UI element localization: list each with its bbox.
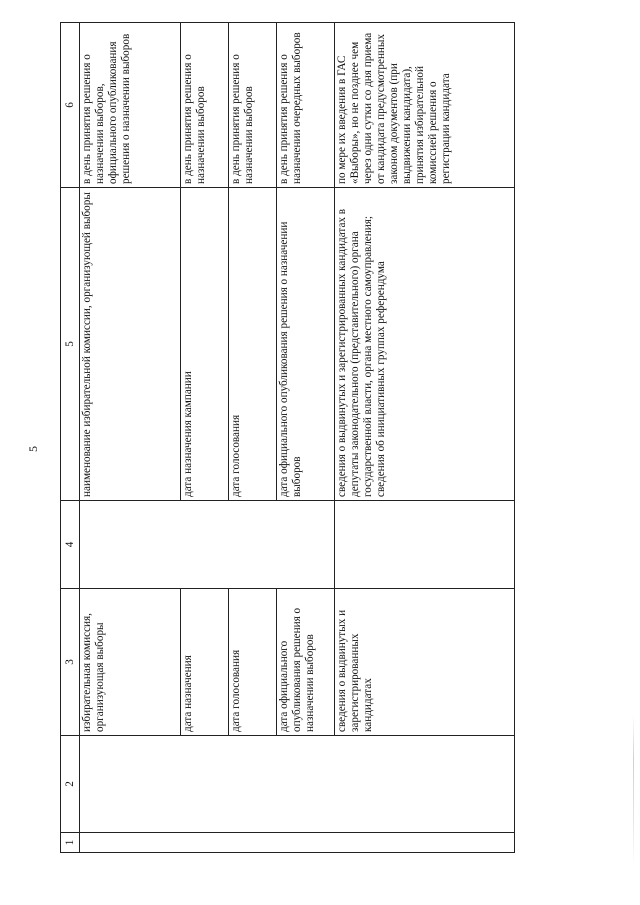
table-cell-col4 bbox=[335, 501, 515, 589]
table-header-row bbox=[61, 23, 80, 853]
table-cell-col3: дата официального опубликования решения о назначении выборов bbox=[277, 589, 335, 736]
table-cell-col6: в день принятия решения о назначении выборов bbox=[181, 23, 229, 188]
table-cell-col4 bbox=[80, 501, 335, 589]
header-cell-3: 3 bbox=[61, 589, 80, 736]
table-cell-col3: дата назначения bbox=[181, 589, 229, 736]
table-cell-col1 bbox=[80, 833, 515, 853]
elections-info-table bbox=[60, 22, 515, 853]
table-cell-col5: дата голосования bbox=[229, 188, 277, 501]
header-cell-5: 5 bbox=[61, 188, 80, 501]
table-row bbox=[229, 23, 277, 853]
header-cell-6: 6 bbox=[61, 23, 80, 188]
table-row bbox=[277, 23, 335, 853]
table-cell-col5: наименование избирательной комиссии, организующей выборы bbox=[80, 188, 181, 501]
table-cell-col6: по мере их введения в ГАС «Выборы», но не позднее чем через одни сутки со дня приема от кандидата предусмотренных законом документов (при выдвижении кандидата), принятия избирательной комиссией решения о регистрации кандидата bbox=[335, 23, 515, 188]
table-cell-col5: дата назначения кампании bbox=[181, 188, 229, 501]
table-cell-col6: в день принятия решения о назначении выборов, официального опубликования решения о назначении выборов bbox=[80, 23, 181, 188]
header-cell-4: 4 bbox=[61, 501, 80, 589]
table-cell-col3: сведения о выдвинутых и зарегистрированных кандидатах bbox=[335, 589, 515, 736]
table-cell-col2 bbox=[80, 736, 515, 833]
table-cell-col6: в день принятия решения о назначении очередных выборов bbox=[277, 23, 335, 188]
header-cell-1: 1 bbox=[61, 833, 80, 853]
table-cell-col3: дата голосования bbox=[229, 589, 277, 736]
table-cell-col5: сведения о выдвинутых и зарегистрированных кандидатах в депутаты законодательного (представительного) органа государственной власти, органа местного самоуправления; сведения об инициативных группах референдума bbox=[335, 188, 515, 501]
header-cell-2: 2 bbox=[61, 736, 80, 833]
table-row bbox=[335, 23, 515, 853]
table-cell-col6: в день принятия решения о назначении выборов bbox=[229, 23, 277, 188]
scan-edge-mark bbox=[633, 715, 634, 865]
page-number: 5 bbox=[26, 446, 40, 452]
table-cell-col3: избирательная комиссия, организующая выборы bbox=[80, 589, 181, 736]
table-cell-col5: дата официального опубликования решения о назначении выборов bbox=[277, 188, 335, 501]
rotated-table-container bbox=[60, 23, 515, 853]
table-row bbox=[181, 23, 229, 853]
table-row bbox=[80, 23, 181, 853]
